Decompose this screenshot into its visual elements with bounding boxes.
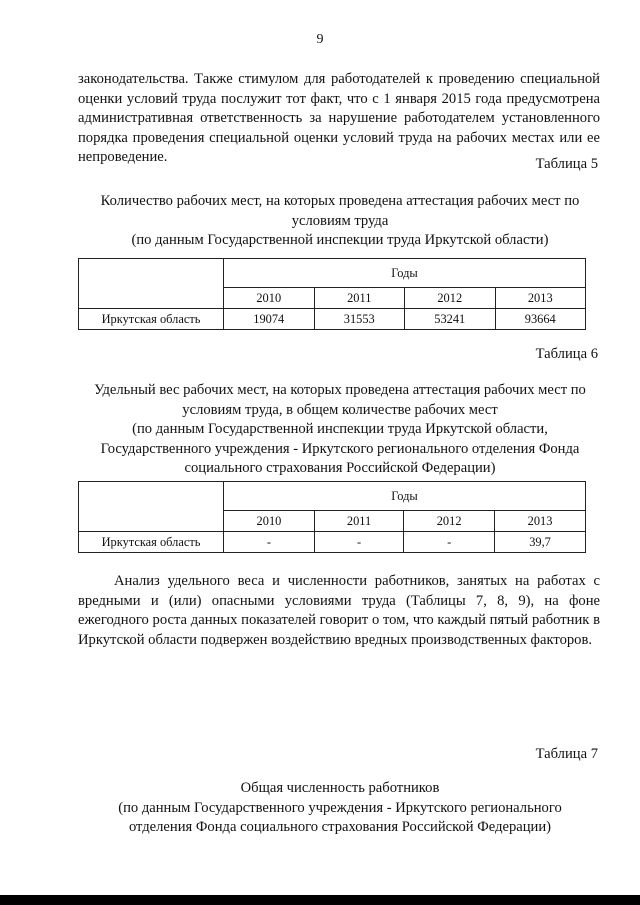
value-cell: 93664 [495, 309, 586, 330]
table-group-header: Годы [224, 482, 586, 511]
table5-label: Таблица 5 [535, 156, 598, 172]
year-cell: 2011 [314, 511, 403, 532]
table6 [78, 481, 586, 553]
value-cell: 31553 [314, 309, 405, 330]
table5-title-line: (по данным Государственной инспекции труда Иркутской области) [131, 232, 549, 249]
value-cell: - [224, 532, 315, 553]
year-cell: 2010 [224, 288, 315, 309]
year-cell: 2013 [495, 511, 586, 532]
value-cell: - [314, 532, 403, 553]
table5-title-line: Количество рабочих мест, на которых проведена аттестация рабочих мест по [100, 193, 580, 209]
table6-title [70, 381, 610, 479]
intro-paragraph: законодательства. Также стимулом для работодателей к проведению специальной оценки условий труда послужит тот факт, что с 1 января 2015 года предусмотрена административная ответственность за нарушение работодателем установленного порядка проведения специальной оценки условий труда на рабочих местах или ее непроведение. [78, 71, 600, 166]
table6-title-line: условиям труда, в общем количестве рабочих мест [182, 401, 498, 418]
table6-title-line: (по данным Государственной инспекции труда Иркутской области, [132, 421, 548, 438]
value-cell: 19074 [224, 309, 315, 330]
table-row [79, 532, 586, 553]
year-cell: 2010 [224, 511, 315, 532]
table-row [79, 309, 586, 330]
table-header-row [79, 482, 586, 511]
table-corner-cell [79, 482, 224, 532]
table5 [78, 258, 586, 330]
table7-title-line: отделения Фонда социального страхования Российской Федерации) [128, 819, 552, 836]
value-cell: - [404, 532, 495, 553]
table-group-header: Годы [224, 259, 586, 288]
table6-title-line: социального страхования Российской Федерации) [184, 460, 496, 477]
row-label-cell: Иркутская область [79, 532, 224, 553]
table6-title-line: Государственного учреждения - Иркутского регионального отделения Фонда [100, 440, 580, 457]
table7-title [70, 779, 610, 838]
year-cell: 2012 [405, 288, 496, 309]
value-cell: 39,7 [495, 532, 586, 553]
year-cell: 2011 [314, 288, 405, 309]
value-cell: 53241 [405, 309, 496, 330]
year-cell: 2012 [404, 511, 495, 532]
table7-title-line: (по данным Государственного учреждения - Иркутского регионального [118, 799, 562, 816]
row-label-cell: Иркутская область [79, 309, 224, 330]
table5-title [70, 192, 610, 251]
year-cell: 2013 [495, 288, 586, 309]
table-corner-cell [79, 259, 224, 309]
page-number: 9 [316, 32, 324, 47]
table7-label: Таблица 7 [535, 746, 598, 762]
table7-title-line: Общая численность работников [240, 780, 440, 796]
table6-label: Таблица 6 [535, 346, 598, 362]
table5-title-line: условиям труда [291, 212, 389, 229]
table6-title-line: Удельный вес рабочих мест, на которых проведена аттестация рабочих мест по [94, 382, 586, 398]
table-header-row [79, 259, 586, 288]
analysis-paragraph: Анализ удельного веса и численности работников, занятых на работах с вредными и (или) опасными условиями труда (Таблицы 7, 8, 9), на фоне ежегодного роста данных показателей говорит о том, что каждый пятый работник в Иркутской области подвержен воздействию вредных производственных факторов. [78, 573, 600, 648]
scan-bottom-edge [0, 895, 640, 905]
